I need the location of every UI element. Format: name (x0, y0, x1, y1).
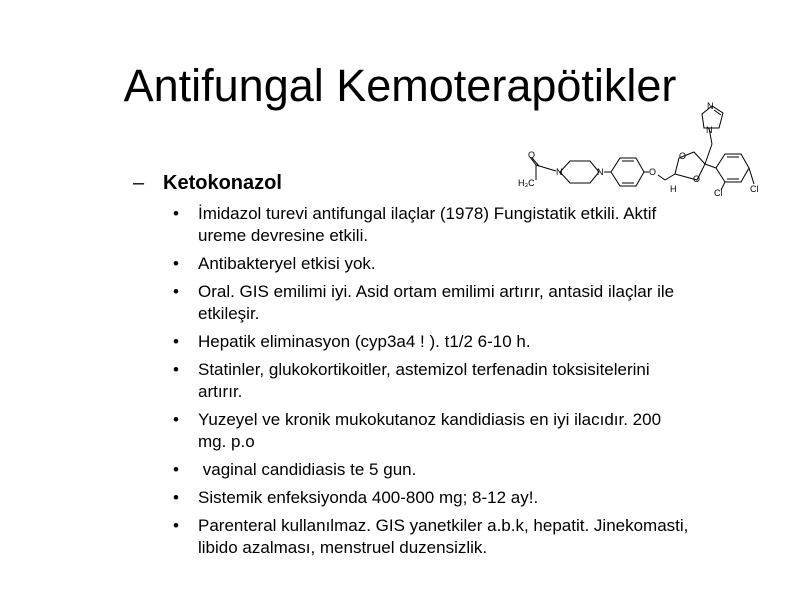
drug-name: Ketokonazol (163, 172, 282, 194)
bullet-marker: • (173, 410, 179, 429)
bullet-item (173, 331, 693, 353)
slide-title: Antifungal Kemoterapötikler (123, 60, 677, 111)
bullet-marker: • (173, 460, 179, 479)
bullet-list (173, 203, 693, 565)
ketoconazole-structure-diagram (512, 100, 762, 202)
nitrogen-imidazole-2-label: N (706, 125, 713, 135)
bullet-marker: • (173, 282, 179, 301)
hydrogen-label: H (670, 184, 677, 194)
bullet-item (173, 253, 693, 275)
bullet-text: Statinler, glukokortikoitler, astemizol terfenadin toksisitelerini artırır. (198, 360, 655, 401)
bullet-text: İmidazol turevi antifungal ilaçlar (1978) Fungistatik etkili. Aktif ureme devresine etkili. (198, 204, 661, 245)
bullet-marker: • (173, 516, 179, 535)
oxygen-carbonyl-label: O (528, 150, 536, 160)
bullet-marker: • (173, 360, 179, 379)
bullet-item (173, 459, 693, 481)
chlorine-ortho-label: Cl (714, 188, 723, 198)
bullet-item (173, 487, 693, 509)
methyl-label: H₃C (518, 178, 535, 188)
nitrogen-piperazine-label: N (597, 167, 604, 177)
chlorine-para-label: Cl (750, 184, 759, 194)
nitrogen-imidazole-label: N (707, 101, 714, 111)
bullet-marker: • (173, 488, 179, 507)
oxygen-ether-label: O (649, 167, 657, 177)
bullet-text: Oral. GIS emilimi iyi. Asid ortam emilimi artırır, antasid ilaçlar ile etkileşir. (198, 282, 679, 323)
bullet-item (173, 409, 693, 453)
bullet-item (173, 359, 693, 403)
bullet-text: Yuzeyel ve kronik mukokutanoz kandidiasis en iyi ilacıdır. 200 mg. p.o (198, 410, 666, 451)
bullet-item (173, 515, 693, 559)
oxygen-dioxolane-1-label: O (679, 151, 687, 161)
bullet-text: vaginal candidiasis te 5 gun. (198, 460, 417, 479)
bullet-text: Parenteral kullanılmaz. GIS yanetkiler a.b.k, hepatit. Jinekomasti, libido azalması, menstruel duzensizlik. (198, 516, 694, 557)
bullet-text: Sistemik enfeksiyonda 400-800 mg; 8-12 ay!. (198, 488, 539, 507)
bullet-item (173, 281, 693, 325)
nitrogen-amide-label: N (556, 167, 563, 177)
bullet-marker: • (173, 254, 179, 273)
dash-marker: – (133, 172, 145, 194)
bullet-marker: • (173, 332, 179, 351)
bullet-text: Hepatik eliminasyon (cyp3a4 ! ). t1/2 6-10 h. (198, 332, 531, 351)
bullet-item (173, 203, 693, 247)
oxygen-dioxolane-2-label: O (693, 174, 701, 184)
bullet-marker: • (173, 204, 179, 223)
bullet-text: Antibakteryel etkisi yok. (198, 254, 376, 273)
